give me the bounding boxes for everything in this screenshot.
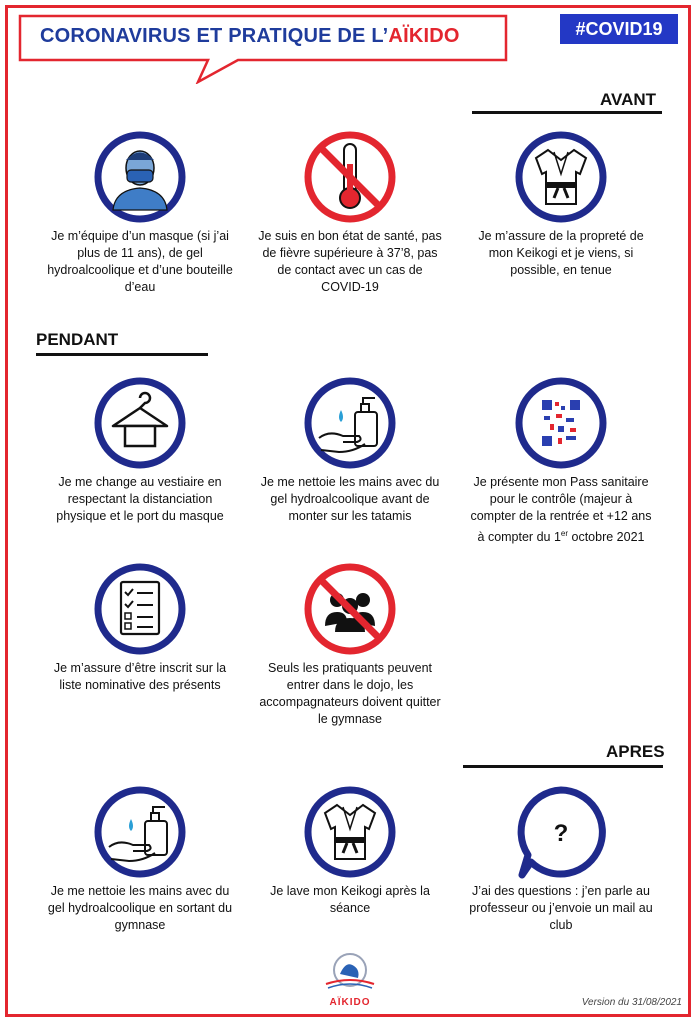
item-lave [255, 785, 445, 917]
item-mains-avant-text: Je me nettoie les mains avec du gel hydroalcoolique avant de monter sur les tatamis [260, 475, 440, 523]
item-vestiaire-text: Je me change au vestiaire en respectant la distanciation physique et le port du masque [56, 475, 224, 523]
item-sante-text: Je suis en bon état de santé, pas de fièvre supérieure à 37’8, pas de contact avec un cas de COVID-19 [258, 229, 442, 294]
keikogi-icon [514, 130, 608, 224]
section-avant: AVANT [600, 90, 657, 109]
covid-tag: #COVID19 [560, 14, 678, 44]
no-thermometer-icon [303, 130, 397, 224]
aikido-logo [310, 952, 390, 1008]
item-questions [466, 785, 656, 934]
logo-text: AÏKIDO [329, 997, 371, 1008]
item-liste-text: Je m’assure d’être inscrit sur la liste nominative des présents [53, 661, 227, 692]
section-apres-rule [463, 765, 663, 768]
qr-code-icon [514, 376, 608, 470]
page-title: CORONAVIRUS ET PRATIQUE DE L’AÏKIDO [40, 25, 460, 47]
hand-sanitizer-icon [93, 785, 187, 879]
no-crowd-icon [303, 562, 397, 656]
question-bubble-icon [514, 785, 608, 879]
item-vestiaire [45, 376, 235, 525]
version-label: Version du 31/08/2021 [581, 997, 682, 1008]
item-dojo-text: Seuls les pratiquants peuvent entrer dans le dojo, les accompagnateurs doivent quitter le gymnase [259, 661, 441, 726]
section-pendant-rule [36, 353, 208, 356]
item-dojo [255, 562, 445, 728]
hanger-towel-icon [93, 376, 187, 470]
section-avant-rule [472, 111, 662, 114]
item-mains-apres-text: Je me nettoie les mains avec du gel hydroalcoolique en sortant du gymnase [47, 884, 233, 932]
item-masque [45, 130, 235, 296]
item-lave-text: Je lave mon Keikogi après la séance [270, 884, 430, 915]
item-keikogi-text: Je m’assure de la propreté de mon Keikogi et je viens, si possible, en tenue [478, 229, 644, 277]
item-mains-apres [45, 785, 235, 934]
item-pass-text: Je présente mon Pass sanitaire pour le contrôle (majeur à compter de la rentrée et +12 ans à compter du 1er octobre 2021 [470, 475, 652, 545]
mask-face-icon [93, 130, 187, 224]
item-keikogi [466, 130, 656, 279]
section-pendant: PENDANT [36, 330, 119, 349]
item-pass [466, 376, 656, 546]
checklist-icon [93, 562, 187, 656]
svg-text:?: ? [553, 820, 569, 847]
section-apres: APRES [606, 742, 665, 761]
item-questions-text: J’ai des questions : j’en parle au professeur ou j’envoie un mail au club [469, 884, 653, 932]
item-masque-text: Je m’équipe d’un masque (si j’ai plus de 11 ans), de gel hydroalcoolique et d’une bouteille d’eau [47, 229, 233, 294]
keikogi-icon [303, 785, 397, 879]
item-mains-avant [255, 376, 445, 525]
hand-sanitizer-icon [303, 376, 397, 470]
item-sante [255, 130, 445, 296]
item-liste [45, 562, 235, 694]
